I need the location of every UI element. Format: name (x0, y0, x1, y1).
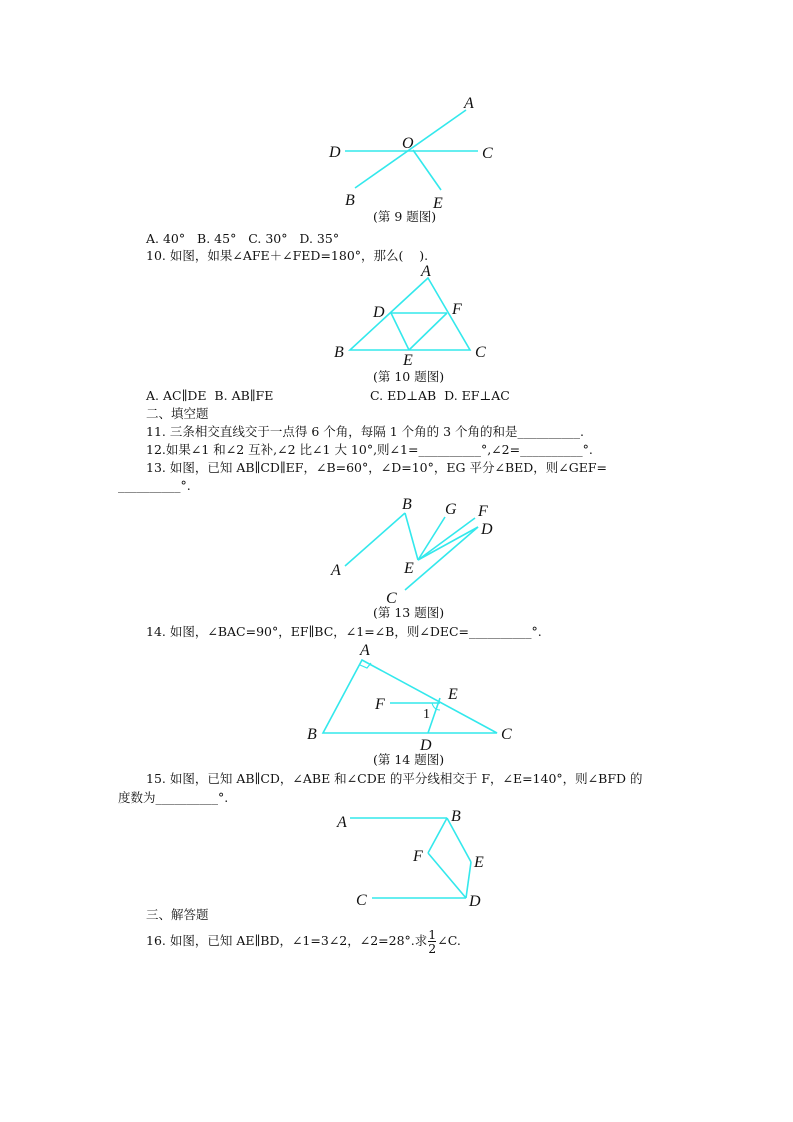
fig14-label-f: F (375, 696, 385, 713)
q10-options-cd: C. ED⊥AB D. EF⊥AC (370, 388, 510, 403)
fig15-label-e: E (474, 854, 484, 871)
fig10-label-c: C (475, 344, 486, 361)
fig9-label-a: A (464, 95, 474, 112)
fig14-label-1: 1 (423, 707, 430, 722)
fig13-label-e: E (404, 560, 414, 577)
fig10-label-a: A (421, 263, 431, 280)
fig13-label-f: F (478, 503, 488, 520)
q13-text-line1: 13. 如图，已知 AB∥CD∥EF，∠B=60°，∠D=10°，EG 平分∠BED，则∠GEF= (146, 460, 608, 475)
q16-text (146, 928, 461, 955)
fig15-label-b: B (451, 808, 461, 825)
fig10-caption: (第 10 题图) (373, 369, 445, 384)
q9-options: A. 40° B. 45° C. 30° D. 35° (146, 231, 340, 246)
section-solve-heading: 三、解答题 (146, 907, 209, 922)
section-fill-in-heading: 二、填空题 (146, 406, 209, 421)
fig14-label-e: E (448, 686, 458, 703)
fig14-label-b: B (307, 726, 317, 743)
fig13-label-c: C (386, 590, 397, 607)
q10-options-ab: A. AC∥DE B. AB∥FE (146, 388, 274, 403)
fig13-label-b: B (402, 496, 412, 513)
fig9-label-c: C (482, 145, 493, 162)
fig10-label-f: F (452, 301, 462, 318)
fig10-label-d: D (373, 304, 385, 321)
q16-frac-num: 1 (428, 927, 437, 942)
fig15-label-c: C (356, 892, 367, 909)
fig13-label-g: G (445, 501, 457, 518)
figure-9 (328, 95, 493, 212)
fig9-label-o: O (402, 135, 414, 152)
q16-fraction (428, 928, 436, 955)
fig15-label-f: F (413, 848, 423, 865)
fig10-label-e: E (403, 352, 413, 369)
q15-text-line1: 15. 如图，已知 AB∥CD，∠ABE 和∠CDE 的平分线相交于 F，∠E=140°，则∠BFD 的 (146, 771, 643, 786)
fig14-label-a: A (360, 642, 370, 659)
fig13-label-a: A (331, 562, 341, 579)
q15-text-line2: 度数为__________°. (118, 790, 229, 805)
q16-text-before: 16. 如图，已知 AE∥BD，∠1=3∠2，∠2=28°.求 (146, 933, 428, 948)
q16-text-after: ∠C. (437, 933, 461, 948)
figure-13 (330, 496, 493, 607)
fig9-label-e: E (433, 195, 443, 212)
fig14-caption: (第 14 题图) (373, 752, 445, 767)
q16-frac-den: 2 (428, 941, 437, 956)
fig9-label-b: B (345, 192, 355, 209)
fig14-label-c: C (501, 726, 512, 743)
figure-10 (334, 263, 486, 369)
figure-15 (336, 808, 484, 910)
fig9-label-d: D (329, 144, 341, 161)
fig14-label-d: D (420, 737, 432, 754)
fig15-label-d: D (469, 893, 481, 910)
figure-14 (307, 642, 512, 754)
q12-text: 12.如果∠1 和∠2 互补,∠2 比∠1 大 10°,则∠1=__________°,∠2=__________°. (146, 442, 593, 457)
fig15-label-a: A (337, 814, 347, 831)
fig13-caption: (第 13 题图) (373, 605, 445, 620)
fig13-label-d: D (481, 521, 493, 538)
q10-text: 10. 如图，如果∠AFE＋∠FED=180°，那么( ). (146, 248, 429, 263)
q14-text: 14. 如图，∠BAC=90°，EF∥BC，∠1=∠B，则∠DEC=__________°. (146, 624, 542, 639)
fig10-label-b: B (334, 344, 344, 361)
q13-text-line2: __________°. (118, 478, 191, 493)
q11-text: 11. 三条相交直线交于一点得 6 个角，每隔 1 个角的 3 个角的和是__________. (146, 424, 585, 439)
fig9-caption: (第 9 题图) (373, 209, 437, 224)
